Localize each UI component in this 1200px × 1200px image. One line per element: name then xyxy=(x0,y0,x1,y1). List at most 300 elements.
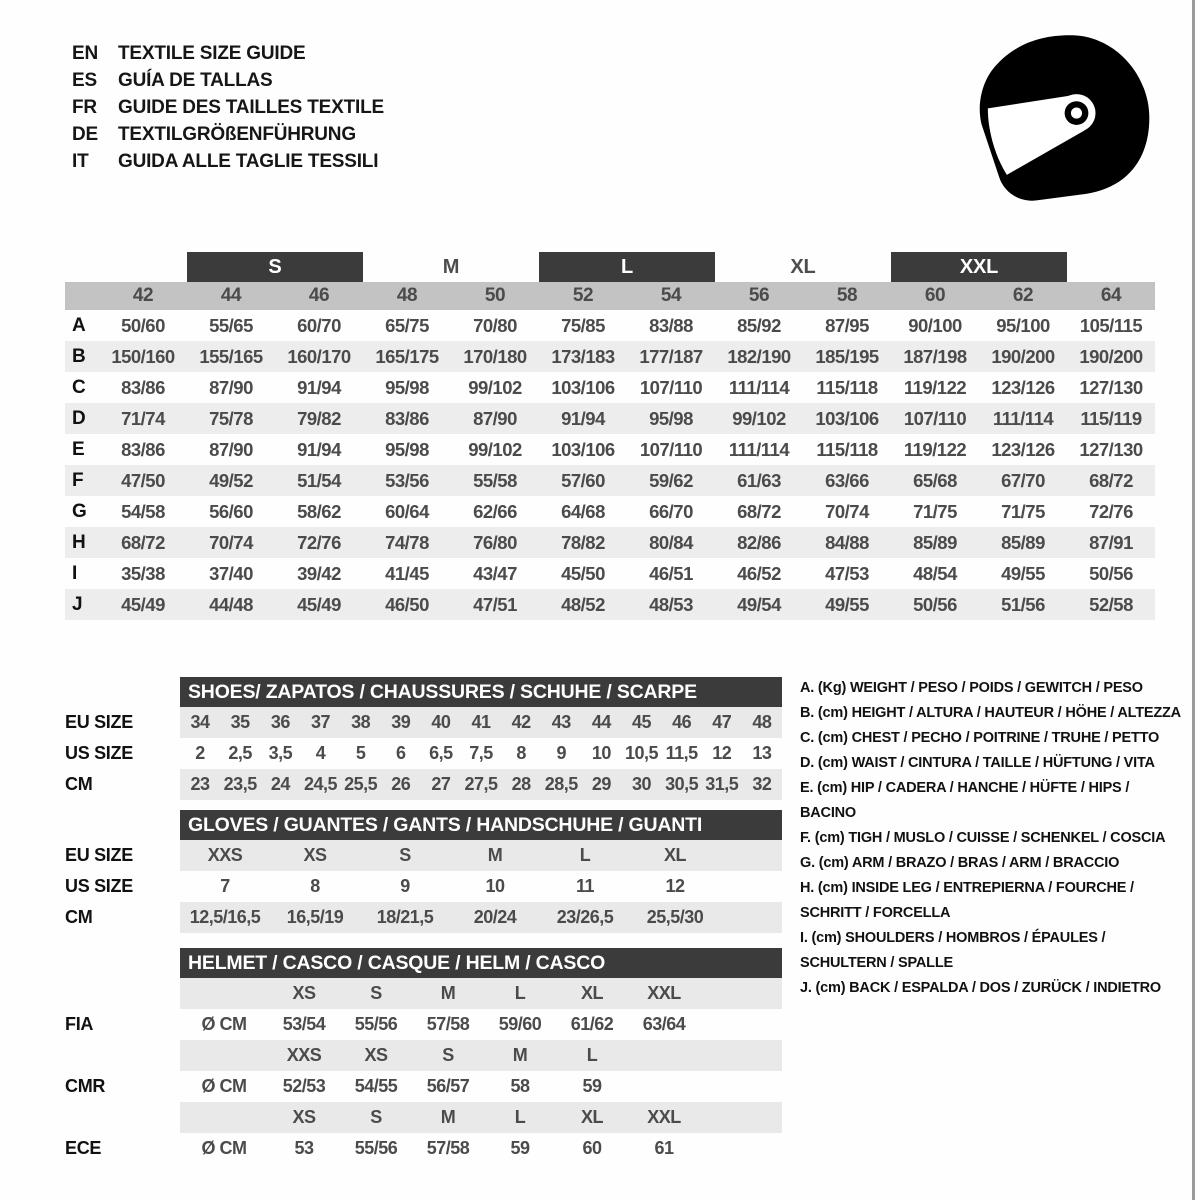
size-value: 103/106 xyxy=(551,376,615,398)
size-value: 45/49 xyxy=(297,593,341,615)
glove-size-value: S xyxy=(399,845,411,865)
helmet-size-value: 59 xyxy=(510,1138,530,1158)
shoe-size-value: 10,5 xyxy=(625,743,659,763)
size-value: 190/200 xyxy=(991,345,1055,367)
fia-values xyxy=(180,1009,782,1040)
empty-label xyxy=(65,810,180,840)
size-value: 90/100 xyxy=(908,314,962,336)
shoes-title-row xyxy=(65,677,782,707)
size-value: 103/106 xyxy=(551,438,615,460)
legend-item: E. (cm) HIP / CADERA / HANCHE / HÜFTE / HIPS / BACINO xyxy=(800,780,1130,821)
helmet-size-label: L xyxy=(586,1045,598,1065)
helmet-size-value: 61 xyxy=(654,1138,674,1158)
size-value: 70/80 xyxy=(473,314,517,336)
size-value: 48/54 xyxy=(913,562,957,584)
size-value: 51/56 xyxy=(1001,593,1045,615)
row-letter: G xyxy=(72,500,87,522)
helmet-size-value: 53 xyxy=(294,1138,314,1158)
language-code: FR xyxy=(72,96,97,118)
diameter-cm-label: Ø CM xyxy=(201,1076,247,1096)
size-value: 51/54 xyxy=(297,469,341,491)
helmet-size-value: 53/54 xyxy=(282,1014,326,1034)
helmet-size-value: 52/53 xyxy=(282,1076,326,1096)
shoe-size-value: 35 xyxy=(230,712,250,732)
legend-item: J. (cm) BACK / ESPALDA / DOS / ZURÜCK / INDIETRO xyxy=(800,980,1161,996)
ece-label: ECE xyxy=(65,1138,102,1158)
shoes-table xyxy=(65,677,782,800)
diameter-cm-label: Ø CM xyxy=(201,1014,247,1034)
size-value: 99/102 xyxy=(468,438,522,460)
size-value: 67/70 xyxy=(1001,469,1045,491)
row-letter: F xyxy=(72,469,84,491)
size-value: 150/160 xyxy=(111,345,175,367)
size-value: 160/170 xyxy=(287,345,351,367)
glove-size-value: 16,5/19 xyxy=(286,907,344,927)
shoe-size-value: 44 xyxy=(591,712,611,732)
size-value: 37/40 xyxy=(209,562,253,584)
empty-label xyxy=(65,677,180,707)
helmet-size-value: 63/64 xyxy=(642,1014,686,1034)
language-title: TEXTILGRÖßENFÜHRUNG xyxy=(118,123,356,145)
shoe-size-value: 28,5 xyxy=(544,774,578,794)
shoe-size-value: 7,5 xyxy=(469,743,493,763)
cm-label: CM xyxy=(65,907,93,927)
size-value: 48/52 xyxy=(561,593,605,615)
row-letter: D xyxy=(72,407,86,429)
size-value: 65/68 xyxy=(913,469,957,491)
size-value: 83/86 xyxy=(121,376,165,398)
shoes-cm-values xyxy=(180,769,782,800)
empty-label xyxy=(65,1040,180,1071)
eu-size-label: EU SIZE xyxy=(65,712,133,732)
shoe-size-value: 29 xyxy=(591,774,611,794)
shoe-size-value: 25,5 xyxy=(344,774,378,794)
size-value: 99/102 xyxy=(732,407,786,429)
size-group-header xyxy=(65,252,1155,282)
shoe-size-value: 41 xyxy=(471,712,491,732)
size-value: 43/47 xyxy=(473,562,517,584)
size-value: 83/86 xyxy=(385,407,429,429)
eu-size-label: EU SIZE xyxy=(65,845,133,865)
glove-size-value: 20/24 xyxy=(473,907,517,927)
helmet-size-value: 55/56 xyxy=(354,1014,398,1034)
shoe-size-value: 4 xyxy=(315,743,326,763)
shoes-us-values xyxy=(180,738,782,769)
size-value: 45/49 xyxy=(121,593,165,615)
shoe-size-value: 2,5 xyxy=(228,743,252,763)
shoe-size-value: 24 xyxy=(270,774,290,794)
shoes-table-title: SHOES/ ZAPATOS / CHAUSSURES / SCHUHE / SCARPE xyxy=(180,677,782,707)
shoe-size-value: 45 xyxy=(632,712,652,732)
numeric-size: 56 xyxy=(748,285,770,306)
measurement-row xyxy=(65,372,1155,403)
fia-values-row xyxy=(65,1009,782,1040)
glove-size-value: M xyxy=(487,845,503,865)
language-title: GUÍA DE TALLAS xyxy=(118,69,273,91)
language-code: IT xyxy=(72,150,89,172)
language-code: ES xyxy=(72,69,97,91)
size-value: 59/62 xyxy=(649,469,693,491)
gloves-table xyxy=(65,810,782,933)
shoe-size-value: 38 xyxy=(351,712,371,732)
glove-size-value: 12,5/16,5 xyxy=(189,907,261,927)
size-value: 66/70 xyxy=(649,500,693,522)
shoe-size-value: 5 xyxy=(355,743,366,763)
row-letter: I xyxy=(72,562,78,584)
size-value: 50/56 xyxy=(1089,562,1133,584)
size-value: 80/84 xyxy=(649,531,693,553)
helmet-size-label: S xyxy=(370,1107,382,1127)
textile-size-table xyxy=(65,252,1155,620)
size-value: 65/75 xyxy=(385,314,429,336)
size-value: 127/130 xyxy=(1079,376,1143,398)
size-value: 61/63 xyxy=(737,469,781,491)
language-row xyxy=(72,148,384,175)
size-value: 95/98 xyxy=(385,376,429,398)
size-group-m: M xyxy=(442,255,460,278)
measurement-row xyxy=(65,465,1155,496)
size-value: 115/118 xyxy=(816,438,878,460)
size-value: 55/58 xyxy=(473,469,517,491)
numeric-size: 64 xyxy=(1100,285,1122,306)
size-value: 123/126 xyxy=(991,438,1055,460)
size-value: 48/53 xyxy=(649,593,693,615)
size-value: 83/86 xyxy=(121,438,165,460)
size-value: 35/38 xyxy=(121,562,165,584)
cmr-sizes xyxy=(180,1040,782,1071)
size-value: 119/122 xyxy=(903,438,967,460)
size-value: 95/100 xyxy=(996,314,1050,336)
size-value: 49/54 xyxy=(737,593,781,615)
shoe-size-value: 27,5 xyxy=(464,774,498,794)
helmet-size-value: 56/57 xyxy=(426,1076,470,1096)
size-value: 71/74 xyxy=(121,407,165,429)
legend-item: D. (cm) WAIST / CINTURA / TAILLE / HÜFTUNG / VITA xyxy=(800,755,1155,771)
row-letter: E xyxy=(72,438,85,460)
helmet-size-label: XXS xyxy=(286,1045,322,1065)
row-letter: C xyxy=(72,376,86,398)
shoe-size-value: 10 xyxy=(591,743,611,763)
shoe-size-value: 40 xyxy=(431,712,451,732)
gloves-cm-row xyxy=(65,902,782,933)
helmet-table-title: HELMET / CASCO / CASQUE / HELM / CASCO xyxy=(180,948,782,978)
helmet-size-value: 61/62 xyxy=(570,1014,614,1034)
helmet-size-value: 57/58 xyxy=(426,1014,470,1034)
size-value: 46/50 xyxy=(385,593,429,615)
size-group-xl: XL xyxy=(790,255,816,278)
gloves-eu-row xyxy=(65,840,782,871)
size-value: 47/51 xyxy=(473,593,517,615)
size-value: 87/90 xyxy=(473,407,517,429)
gloves-eu-values xyxy=(180,840,782,871)
glove-size-value: XXS xyxy=(207,845,243,865)
helmet-size-label: L xyxy=(514,1107,526,1127)
glove-size-value: L xyxy=(579,845,591,865)
glove-size-value: 10 xyxy=(485,876,505,896)
row-letter: H xyxy=(72,531,86,553)
size-value: 79/82 xyxy=(297,407,341,429)
size-value: 82/86 xyxy=(737,531,781,553)
measurement-row xyxy=(65,403,1155,434)
shoe-size-value: 6,5 xyxy=(429,743,453,763)
measurement-row xyxy=(65,558,1155,589)
language-code: EN xyxy=(72,42,98,64)
helmet-size-label: S xyxy=(442,1045,454,1065)
helmet-size-label: M xyxy=(440,1107,456,1127)
language-row xyxy=(72,94,384,121)
size-value: 87/90 xyxy=(209,376,253,398)
shoe-size-value: 23,5 xyxy=(223,774,257,794)
size-value: 71/75 xyxy=(913,500,957,522)
size-value: 52/58 xyxy=(1089,593,1133,615)
size-value: 45/50 xyxy=(561,562,605,584)
numeric-size: 60 xyxy=(924,285,946,306)
ece-sizes-row xyxy=(65,1102,782,1133)
cmr-values xyxy=(180,1071,782,1102)
size-value: 190/200 xyxy=(1079,345,1143,367)
size-value: 74/78 xyxy=(385,531,429,553)
helmet-size-label: XL xyxy=(580,983,603,1003)
size-value: 63/66 xyxy=(825,469,869,491)
numeric-size: 50 xyxy=(484,285,506,306)
size-value: 70/74 xyxy=(209,531,253,553)
ece-values xyxy=(180,1133,782,1164)
size-value: 155/165 xyxy=(199,345,263,367)
shoes-cm-row xyxy=(65,769,782,800)
us-size-label: US SIZE xyxy=(65,743,133,763)
empty-label xyxy=(65,948,180,978)
helmet-size-label: L xyxy=(514,983,526,1003)
size-value: 87/90 xyxy=(209,438,253,460)
shoe-size-value: 39 xyxy=(391,712,411,732)
gloves-title-row xyxy=(65,810,782,840)
racing-helmet-icon xyxy=(972,26,1162,216)
size-value: 111/114 xyxy=(728,438,790,460)
size-value: 127/130 xyxy=(1079,438,1143,460)
ece-sizes xyxy=(180,1102,782,1133)
size-value: 165/175 xyxy=(375,345,439,367)
size-value: 49/55 xyxy=(825,593,869,615)
shoe-size-value: 43 xyxy=(551,712,571,732)
fia-sizes xyxy=(180,978,782,1009)
shoe-size-value: 31,5 xyxy=(705,774,739,794)
size-group-xxl: XXL xyxy=(891,252,1067,282)
helmet-size-value: 59/60 xyxy=(498,1014,542,1034)
shoe-size-value: 34 xyxy=(190,712,210,732)
shoe-size-value: 48 xyxy=(752,712,772,732)
shoe-size-value: 2 xyxy=(195,743,205,763)
size-value: 111/114 xyxy=(992,407,1054,429)
numeric-size: 54 xyxy=(660,285,682,306)
size-group-s: S xyxy=(187,252,363,282)
legend-item: H. (cm) INSIDE LEG / ENTREPIERNA / FOURCHE / SCHRITT / FORCELLA xyxy=(800,880,1134,921)
size-value: 58/62 xyxy=(297,500,341,522)
shoe-size-value: 13 xyxy=(752,743,772,763)
language-code: DE xyxy=(72,123,98,145)
size-value: 107/110 xyxy=(639,438,703,460)
measurement-row xyxy=(65,341,1155,372)
size-value: 55/65 xyxy=(209,314,253,336)
size-value: 39/42 xyxy=(297,562,341,584)
size-value: 187/198 xyxy=(903,345,967,367)
measurement-row xyxy=(65,527,1155,558)
gloves-us-row xyxy=(65,871,782,902)
helmet-size-label: M xyxy=(512,1045,528,1065)
measurement-row xyxy=(65,496,1155,527)
language-title: TEXTILE SIZE GUIDE xyxy=(118,42,306,64)
glove-size-value: 11 xyxy=(575,876,595,896)
shoe-size-value: 30,5 xyxy=(665,774,699,794)
language-row xyxy=(72,40,384,67)
shoe-size-value: 47 xyxy=(712,712,732,732)
shoe-size-value: 26 xyxy=(391,774,411,794)
shoe-size-value: 23 xyxy=(190,774,210,794)
shoe-size-value: 42 xyxy=(511,712,531,732)
legend-item: A. (Kg) WEIGHT / PESO / POIDS / GEWITCH / PESO xyxy=(800,680,1143,696)
cmr-label: CMR xyxy=(65,1076,106,1096)
numeric-size: 62 xyxy=(1012,285,1034,306)
size-value: 60/70 xyxy=(297,314,341,336)
size-value: 46/52 xyxy=(737,562,781,584)
size-value: 170/180 xyxy=(463,345,527,367)
helmet-size-value: 54/55 xyxy=(354,1076,398,1096)
size-value: 107/110 xyxy=(903,407,967,429)
helmet-title-row xyxy=(65,948,782,978)
legend-item: C. (cm) CHEST / PECHO / POITRINE / TRUHE / PETTO xyxy=(800,730,1160,746)
helmet-size-value: 60 xyxy=(582,1138,602,1158)
measurement-row xyxy=(65,310,1155,341)
numeric-size-row xyxy=(65,282,1155,310)
measurement-row xyxy=(65,589,1155,620)
legend-item: G. (cm) ARM / BRAZO / BRAS / ARM / BRACCIO xyxy=(800,855,1120,871)
size-value: 72/76 xyxy=(297,531,341,553)
helmet-size-value: 58 xyxy=(510,1076,530,1096)
helmet-size-label: XS xyxy=(292,983,316,1003)
numeric-size: 42 xyxy=(132,285,154,306)
measurement-row xyxy=(65,434,1155,465)
numeric-size: 48 xyxy=(396,285,418,306)
fia-sizes-row xyxy=(65,978,782,1009)
size-value: 76/80 xyxy=(473,531,517,553)
size-value: 53/56 xyxy=(385,469,429,491)
size-value: 68/72 xyxy=(121,531,165,553)
glove-size-value: XS xyxy=(303,845,327,865)
empty-label xyxy=(65,978,180,1009)
numeric-size: 46 xyxy=(308,285,330,306)
language-row xyxy=(72,67,384,94)
size-value: 91/94 xyxy=(297,438,341,460)
size-value: 99/102 xyxy=(468,376,522,398)
size-value: 85/92 xyxy=(737,314,781,336)
shoe-size-value: 28 xyxy=(511,774,531,794)
shoe-size-value: 36 xyxy=(270,712,290,732)
glove-size-value: XL xyxy=(663,845,686,865)
size-value: 78/82 xyxy=(561,531,605,553)
size-value: 41/45 xyxy=(385,562,429,584)
shoes-eu-values xyxy=(180,707,782,738)
legend-item: B. (cm) HEIGHT / ALTURA / HAUTEUR / HÖHE / ALTEZZA xyxy=(800,705,1181,721)
row-letter: B xyxy=(72,345,86,367)
size-value: 185/195 xyxy=(815,345,879,367)
size-value: 56/60 xyxy=(209,500,253,522)
legend-item: F. (cm) TIGH / MUSLO / CUISSE / SCHENKEL / COSCIA xyxy=(800,830,1166,846)
helmet-size-value: 55/56 xyxy=(354,1138,398,1158)
size-value: 46/51 xyxy=(649,562,693,584)
shoe-size-value: 11,5 xyxy=(665,743,698,763)
size-value: 47/53 xyxy=(825,562,869,584)
ece-values-row xyxy=(65,1133,782,1164)
helmet-size-label: M xyxy=(440,983,456,1003)
size-value: 60/64 xyxy=(385,500,429,522)
diameter-cm-label: Ø CM xyxy=(201,1138,247,1158)
size-value: 72/76 xyxy=(1089,500,1133,522)
language-row xyxy=(72,121,384,148)
shoe-size-value: 9 xyxy=(556,743,567,763)
numeric-size: 52 xyxy=(572,285,594,306)
glove-size-value: 7 xyxy=(220,876,230,896)
shoes-us-row xyxy=(65,738,782,769)
glove-size-value: 25,5/30 xyxy=(646,907,704,927)
helmet-size-label: S xyxy=(370,983,382,1003)
shoe-size-value: 27 xyxy=(431,774,451,794)
glove-size-value: 23/26,5 xyxy=(556,907,614,927)
gloves-table-title: GLOVES / GUANTES / GANTS / HANDSCHUHE / GUANTI xyxy=(180,810,782,840)
cm-label: CM xyxy=(65,774,93,794)
shoe-size-value: 32 xyxy=(752,774,772,794)
helmet-size-label: XXL xyxy=(647,983,681,1003)
shoe-size-value: 37 xyxy=(310,712,330,732)
shoe-size-value: 46 xyxy=(672,712,692,732)
size-value: 87/95 xyxy=(825,314,869,336)
row-letter: A xyxy=(72,314,86,336)
size-value: 64/68 xyxy=(561,500,605,522)
shoe-size-value: 3,5 xyxy=(268,743,293,763)
shoe-size-value: 24,5 xyxy=(303,774,337,794)
helmet-size-label: XS xyxy=(292,1107,316,1127)
size-value: 115/118 xyxy=(816,376,878,398)
size-value: 84/88 xyxy=(825,531,869,553)
size-value: 119/122 xyxy=(903,376,967,398)
size-value: 50/60 xyxy=(121,314,165,336)
size-value: 111/114 xyxy=(728,376,790,398)
measurement-legend xyxy=(800,676,1185,1001)
helmet-size-label: XL xyxy=(580,1107,603,1127)
helmet-size-label: XXL xyxy=(647,1107,681,1127)
size-value: 182/190 xyxy=(727,345,791,367)
cmr-sizes-row xyxy=(65,1040,782,1071)
numeric-size: 58 xyxy=(836,285,858,306)
size-value: 95/98 xyxy=(649,407,693,429)
size-value: 123/126 xyxy=(991,376,1055,398)
gloves-us-values xyxy=(180,871,782,902)
size-value: 85/89 xyxy=(1001,531,1045,553)
language-title: GUIDE DES TAILLES TEXTILE xyxy=(118,96,384,118)
cmr-values-row xyxy=(65,1071,782,1102)
size-value: 68/72 xyxy=(737,500,781,522)
size-value: 91/94 xyxy=(561,407,605,429)
numeric-size: 44 xyxy=(220,285,242,306)
size-group-l: L xyxy=(539,252,715,282)
size-value: 49/55 xyxy=(1001,562,1045,584)
helmet-size-value: 59 xyxy=(582,1076,602,1096)
size-value: 70/74 xyxy=(825,500,869,522)
size-value: 177/187 xyxy=(639,345,703,367)
size-value: 57/60 xyxy=(561,469,605,491)
size-value: 75/78 xyxy=(209,407,253,429)
size-value: 173/183 xyxy=(551,345,615,367)
size-value: 107/110 xyxy=(639,376,703,398)
legend-item: I. (cm) SHOULDERS / HOMBROS / ÉPAULES / SCHULTERN / SPALLE xyxy=(800,930,1106,971)
